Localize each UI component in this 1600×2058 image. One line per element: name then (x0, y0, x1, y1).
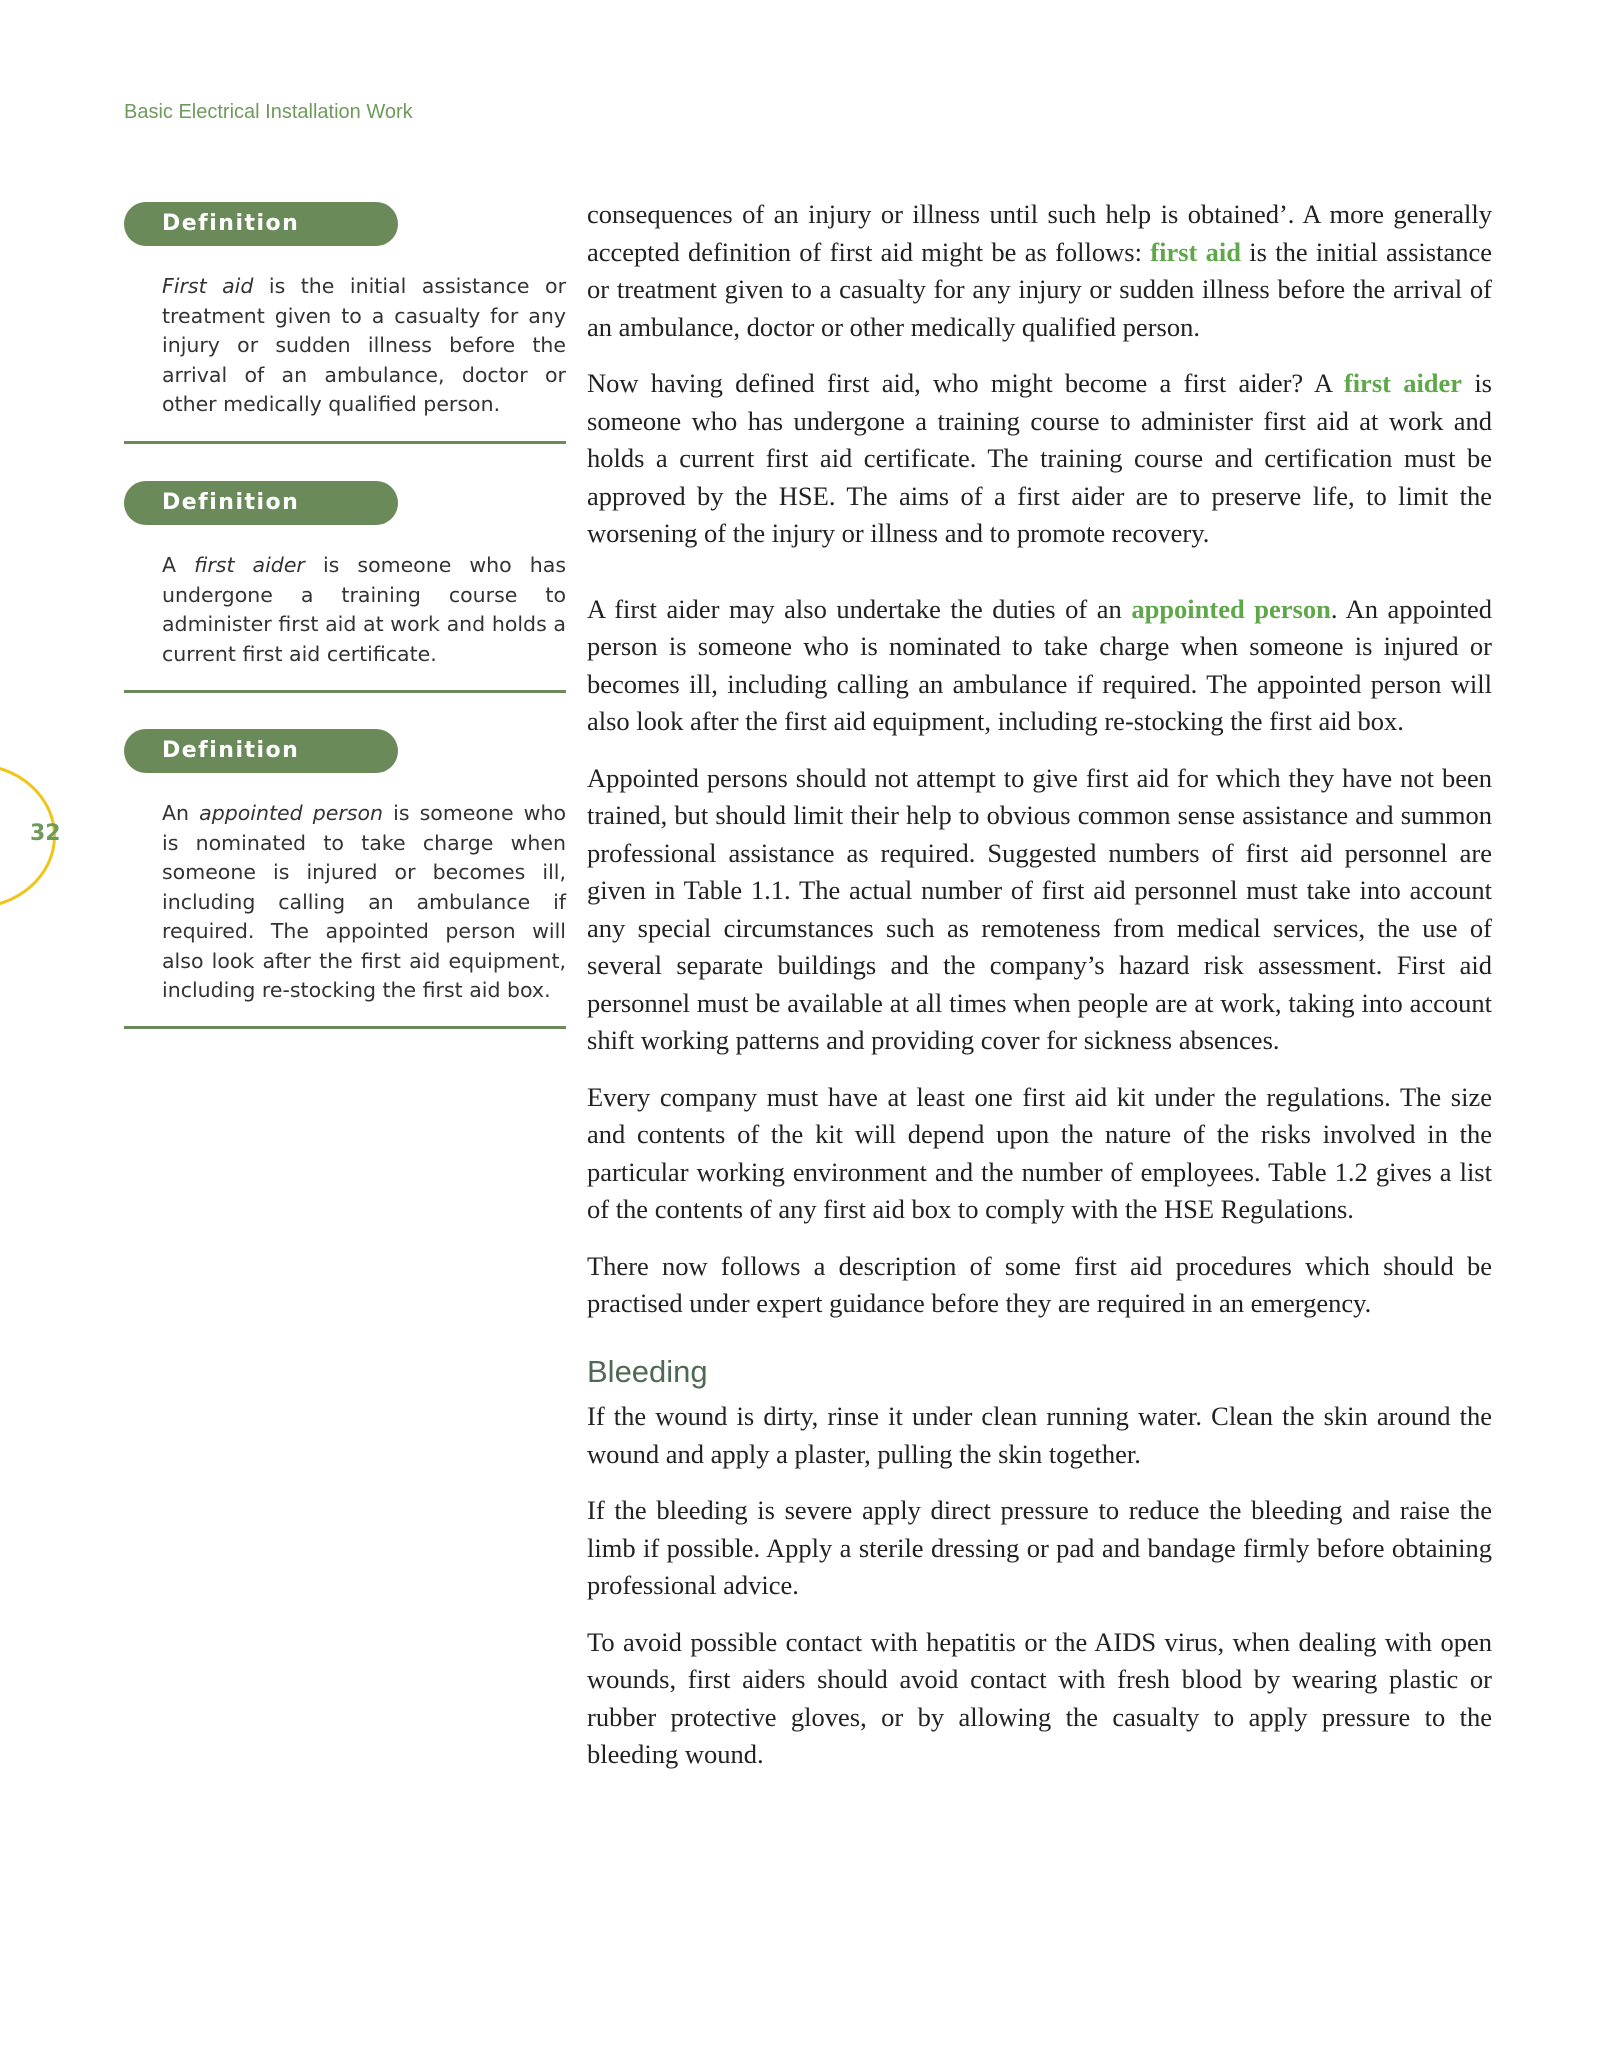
definition-text: A first aider is someone who has undergone a training course to administer first aid at work and holds a current first aid certificate. (162, 553, 567, 666)
paragraph: If the wound is dirty, rinse it under clean running water. Clean the skin around the wound and apply a plaster, pulling the skin together. (587, 1401, 1492, 1469)
paragraph: Every company must have at least one first aid kit under the regulations. The size and contents of the kit will depend upon the nature of the risks involved in the particular working environment and the number of employees. Table 1.2 gives a list of the contents of any first aid box to comply with the HSE Regulations. (587, 1081, 1492, 1224)
running-header: Basic Electrical Installation Work (124, 101, 413, 123)
paragraph: Appointed persons should not attempt to give first aid for which they have not been trained, but should limit their help to obvious common sense assistance and summon professional assistance as required. Suggested numbers of first aid personnel are given in Table 1.1. The actual number of first aid personnel must take into account any special circumstances such as remoteness from medical services, the use of several separate buildings and the company’s hazard risk assessment. First aid personnel must be available at all times when people are at work, taking into account shift working patterns and providing cover for sickness absences. (587, 762, 1492, 1055)
page-number: 32 (30, 821, 61, 846)
section-heading-bleeding: Bleeding (587, 1353, 708, 1389)
definition-term: appointed person (199, 801, 384, 825)
definition-term: First aid (162, 274, 254, 298)
definition-box-appointed-person (124, 729, 566, 1006)
definition-term: first aider (194, 553, 305, 577)
keyword-appointed-person: appointed person (1131, 593, 1331, 624)
definition-label: Definition (124, 481, 398, 525)
definition-box-first-aider (124, 481, 566, 669)
definition-divider (124, 441, 566, 444)
paragraph: A first aider may also undertake the duties of an appointed person. An appointed person is someone who is nominated to take charge when someone is injured or becomes ill, including calling an ambulance if required. The appointed person will also look after the first aid equipment, including re-stocking the first aid box. (587, 593, 1492, 736)
paragraph: Now having defined first aid, who might become a first aider? A first aider is someone who has undergone a training course to administer first aid at work and holds a current first aid certificate. The training course and certification must be approved by the HSE. The aims of a first aider are to preserve life, to limit the worsening of the injury or illness and to promote recovery. (587, 368, 1492, 548)
paragraph: There now follows a description of some first aid procedures which should be practised under expert guidance before they are required in an emergency. (587, 1250, 1492, 1318)
definition-divider (124, 1026, 566, 1029)
definition-text: First aid is the initial assistance or treatment given to a casualty for any injury or sudden illness before the arrival of an ambulance, doctor or other medically qualified person. (162, 274, 566, 416)
definition-label: Definition (124, 202, 398, 246)
definition-divider (124, 690, 566, 693)
paragraph: To avoid possible contact with hepatitis or the AIDS virus, when dealing with open wounds, first aiders should avoid contact with fresh blood by wearing plastic or rubber protective gloves, or by allowing the casualty to apply pressure to the bleeding wound. (587, 1626, 1492, 1769)
definition-label: Definition (124, 729, 398, 773)
paragraph: consequences of an injury or illness until such help is obtained’. A more generally accepted definition of first aid might be as follows: first aid is the initial assistance or treatment given to a casualty for any injury or sudden illness before the arrival of an ambulance, doctor or other medically qualified person. (587, 199, 1493, 342)
definition-box-first-aid (124, 202, 566, 420)
main-text-column (587, 196, 1492, 1793)
paragraph: If the bleeding is severe apply direct pressure to reduce the bleeding and raise the limb if possible. Apply a sterile dressing or pad and bandage firmly before obtaining professional advice. (587, 1495, 1492, 1600)
definition-text: An appointed person is someone who is nominated to take charge when someone is injured or becomes ill, including calling an ambulance if required. The appointed person will also look after the first aid equipment, including re-stocking the first aid box. (162, 801, 566, 1002)
keyword-first-aid: first aid (1150, 236, 1241, 267)
keyword-first-aider: first aider (1343, 368, 1463, 398)
